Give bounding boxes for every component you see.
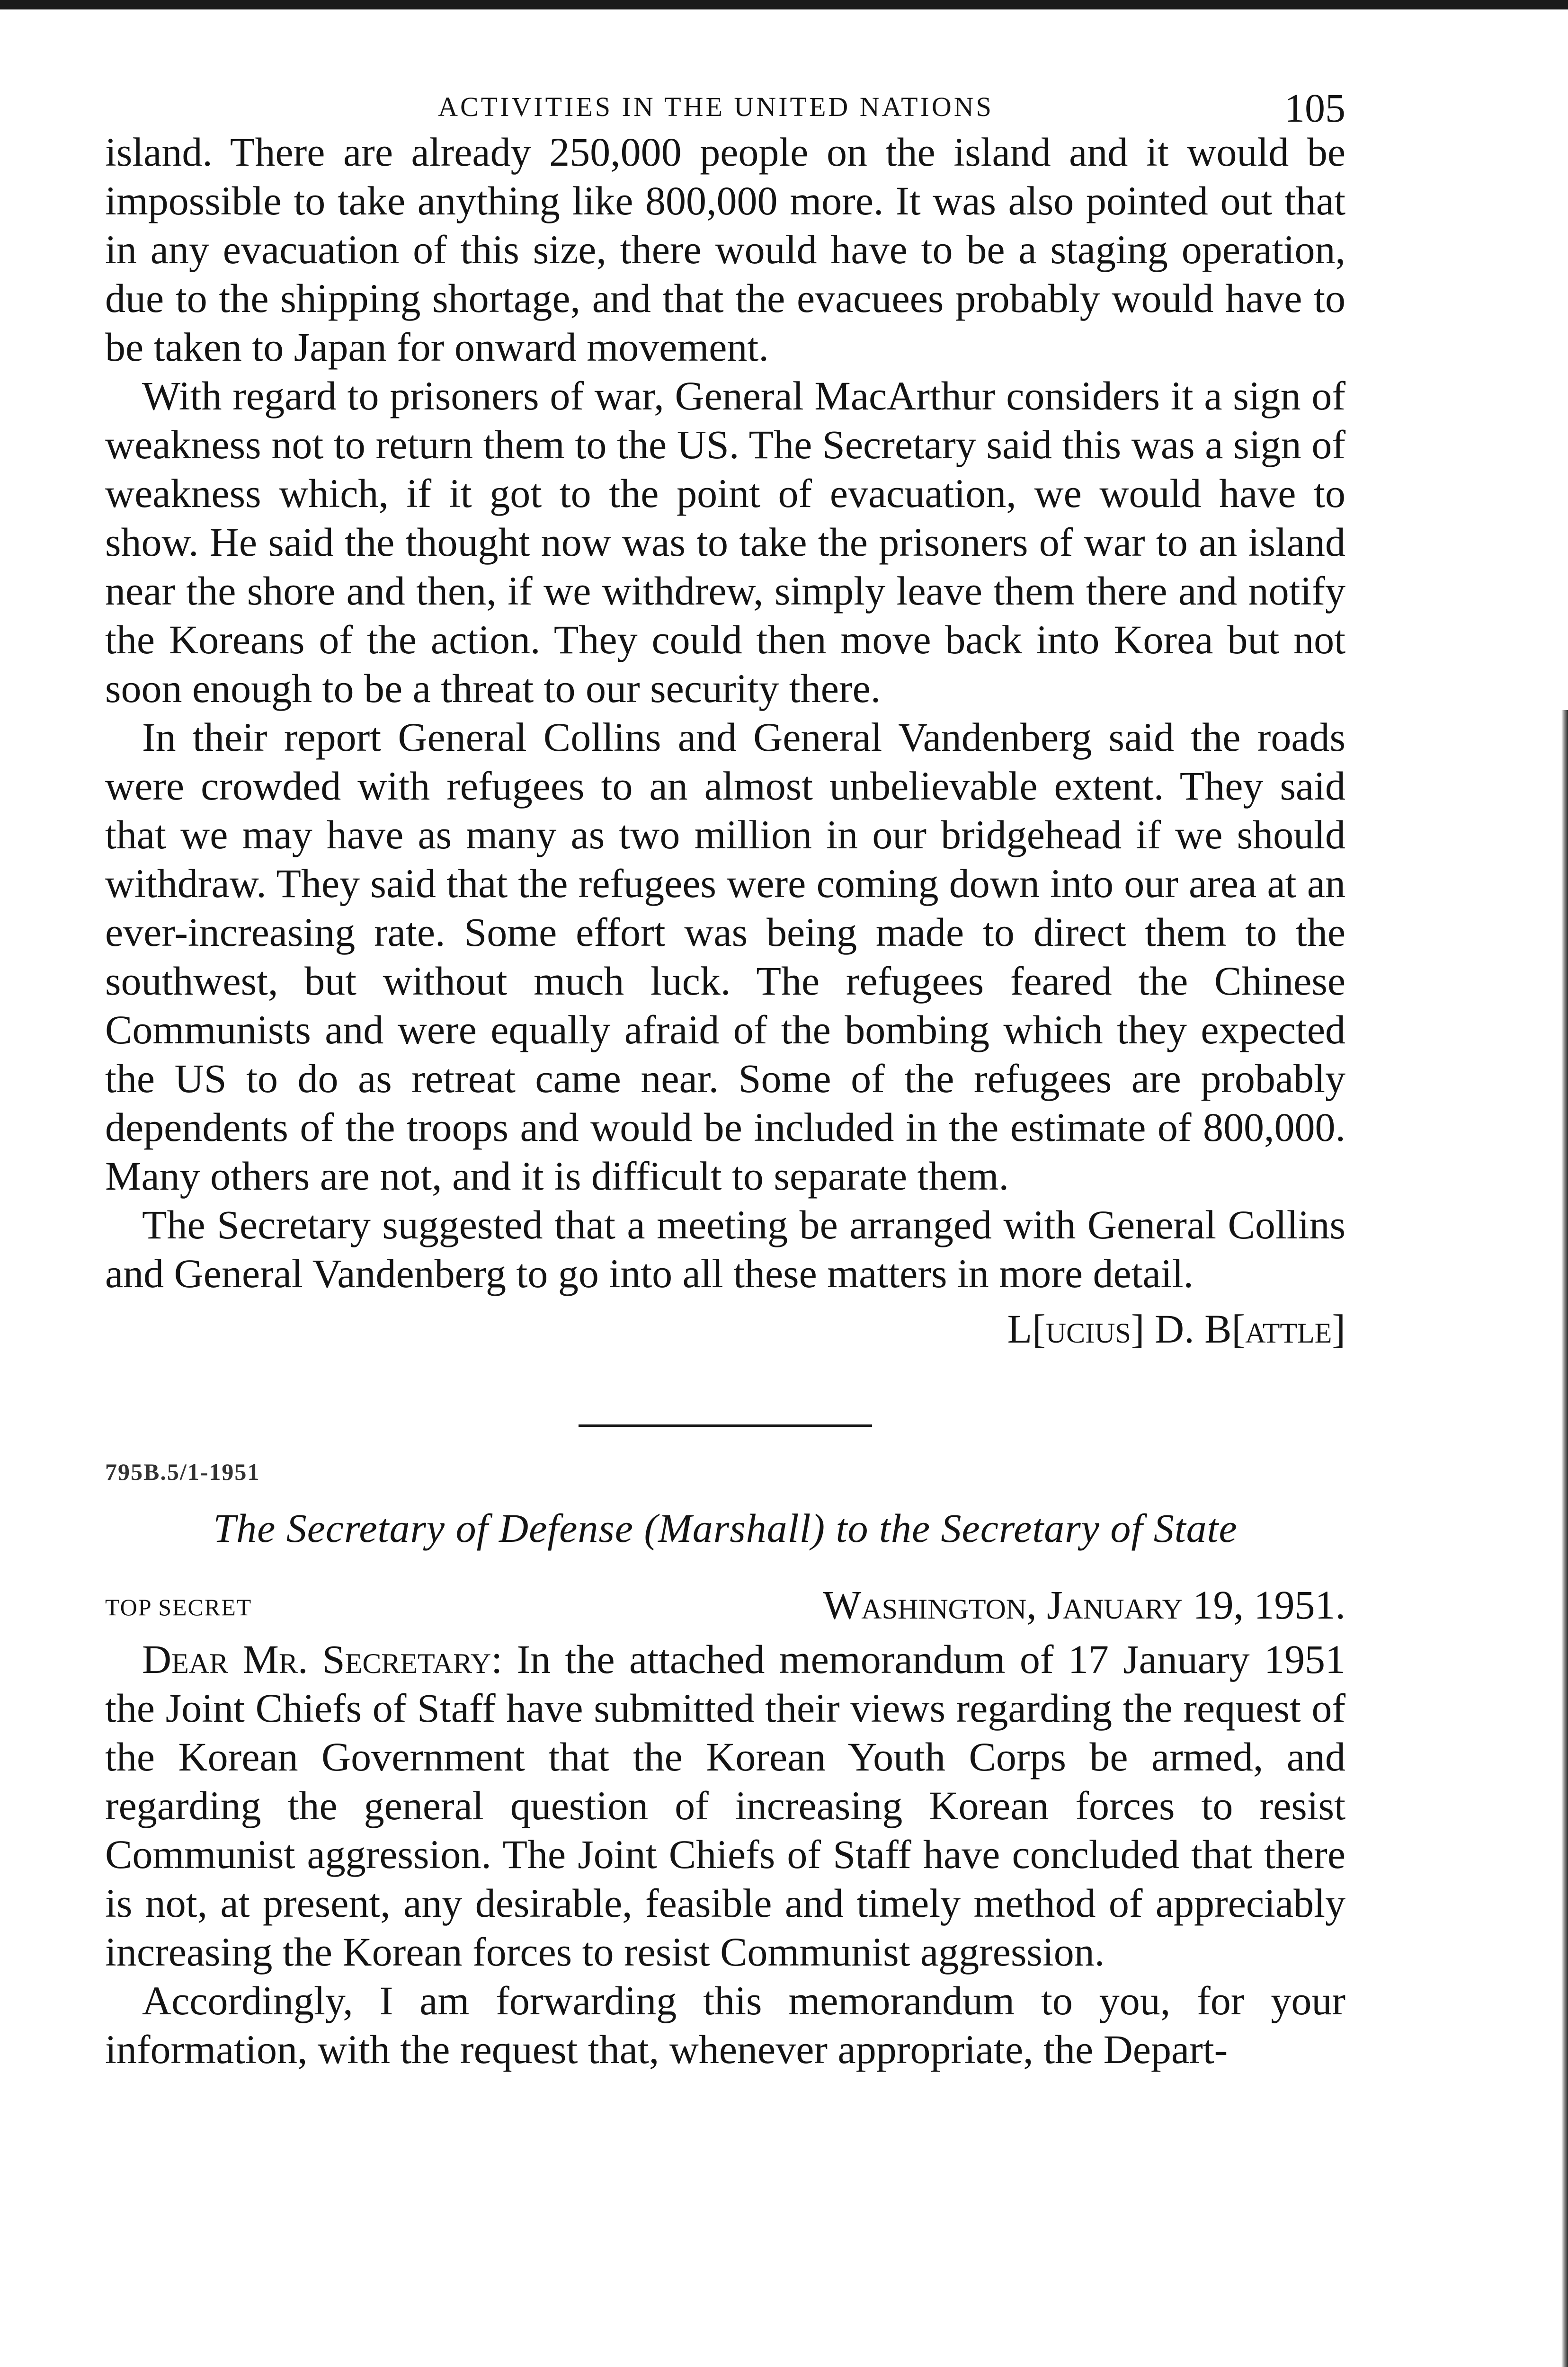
running-header [105,71,1345,131]
section-divider [579,1424,872,1427]
letter-paragraph-1-text: In the attached memorandum of 17 January 1951 the Joint Chiefs of Staff have submitted their views regarding the request of the Korean Government that the Korean Youth Corps be armed, and regarding the general question of increasing Korean forces to resist Communist aggression. The Joint Chiefs of Staff have concluded that there is not, at present, any desirable, feasible and timely method of appreciably increasing the Korean forces to resist Communist aggression. [105,1637,1346,1975]
scan-right-edge [1561,710,1568,2367]
dateline-row [105,1576,1345,1628]
running-title: ACTIVITIES IN THE UNITED NATIONS [438,91,994,122]
file-number: 795B.5/1-1951 [105,1459,260,1485]
page [105,71,1345,2074]
letter-paragraph-2: Accordingly, I am forwarding this memorandum to you, for your information, with the request that, whenever appropriate, the Depart- [105,1978,1345,2072]
letter-paragraph-1 [105,1635,1345,1976]
memo-paragraph-3: In their report General Collins and General Vandenberg said the roads were crowded with refugees to an almost unbelievable extent. They said that we may have as many as two million in our bridgehead if we should withdraw. They said that the refugees were coming down into our area at an ever-increasing rate. Some effort was being made to direct them to the southwest, but without much luck. The refugees feared the Chinese Communists and were equally afraid of the bombing which they expected the US to do as retreat came near. Some of the refugees are probably dependents of the troops and would be included in the estimate of 800,000. Many others are not, and it is difficult to separate them. [105,714,1345,1199]
classification-label: TOP SECRET [105,1594,252,1620]
page-number: 105 [1284,85,1345,131]
memo-paragraph-4: The Secretary suggested that a meeting be arranged with General Collins and General Vandenberg to go into all these matters in more detail. [105,1202,1345,1296]
dateline: Washington, January 19, 1951. [823,1582,1345,1628]
memo-paragraph-1: island. There are already 250,000 people on the island and it would be impossible to take anything like 800,000 more. It was also pointed out that in any evacuation of this size, there would have to be a staging operation, due to the shipping shortage, and that the evacuees probably would have to be taken to Japan for onward movement. [105,129,1345,370]
salutation: Dear Mr. Secretary: [142,1637,503,1682]
memo-paragraph-2: With regard to prisoners of war, General MacArthur considers it a sign of weakness not to return them to the US. The Secretary said this was a sign of weakness which, if it got to the point of evacuation, we would have to show. He said the thought now was to take the prisoners of war to an island near the shore and then, if we withdrew, simply leave them there and notify the Koreans of the action. They could then move back into Korea but not soon enough to be a threat to our security there. [105,373,1345,711]
memo-signature: L[ucius] D. B[attle] [1007,1306,1345,1352]
scan-top-edge [0,0,1568,9]
document-title: The Secretary of Defense (Marshall) to the Secretary of State [213,1505,1238,1551]
